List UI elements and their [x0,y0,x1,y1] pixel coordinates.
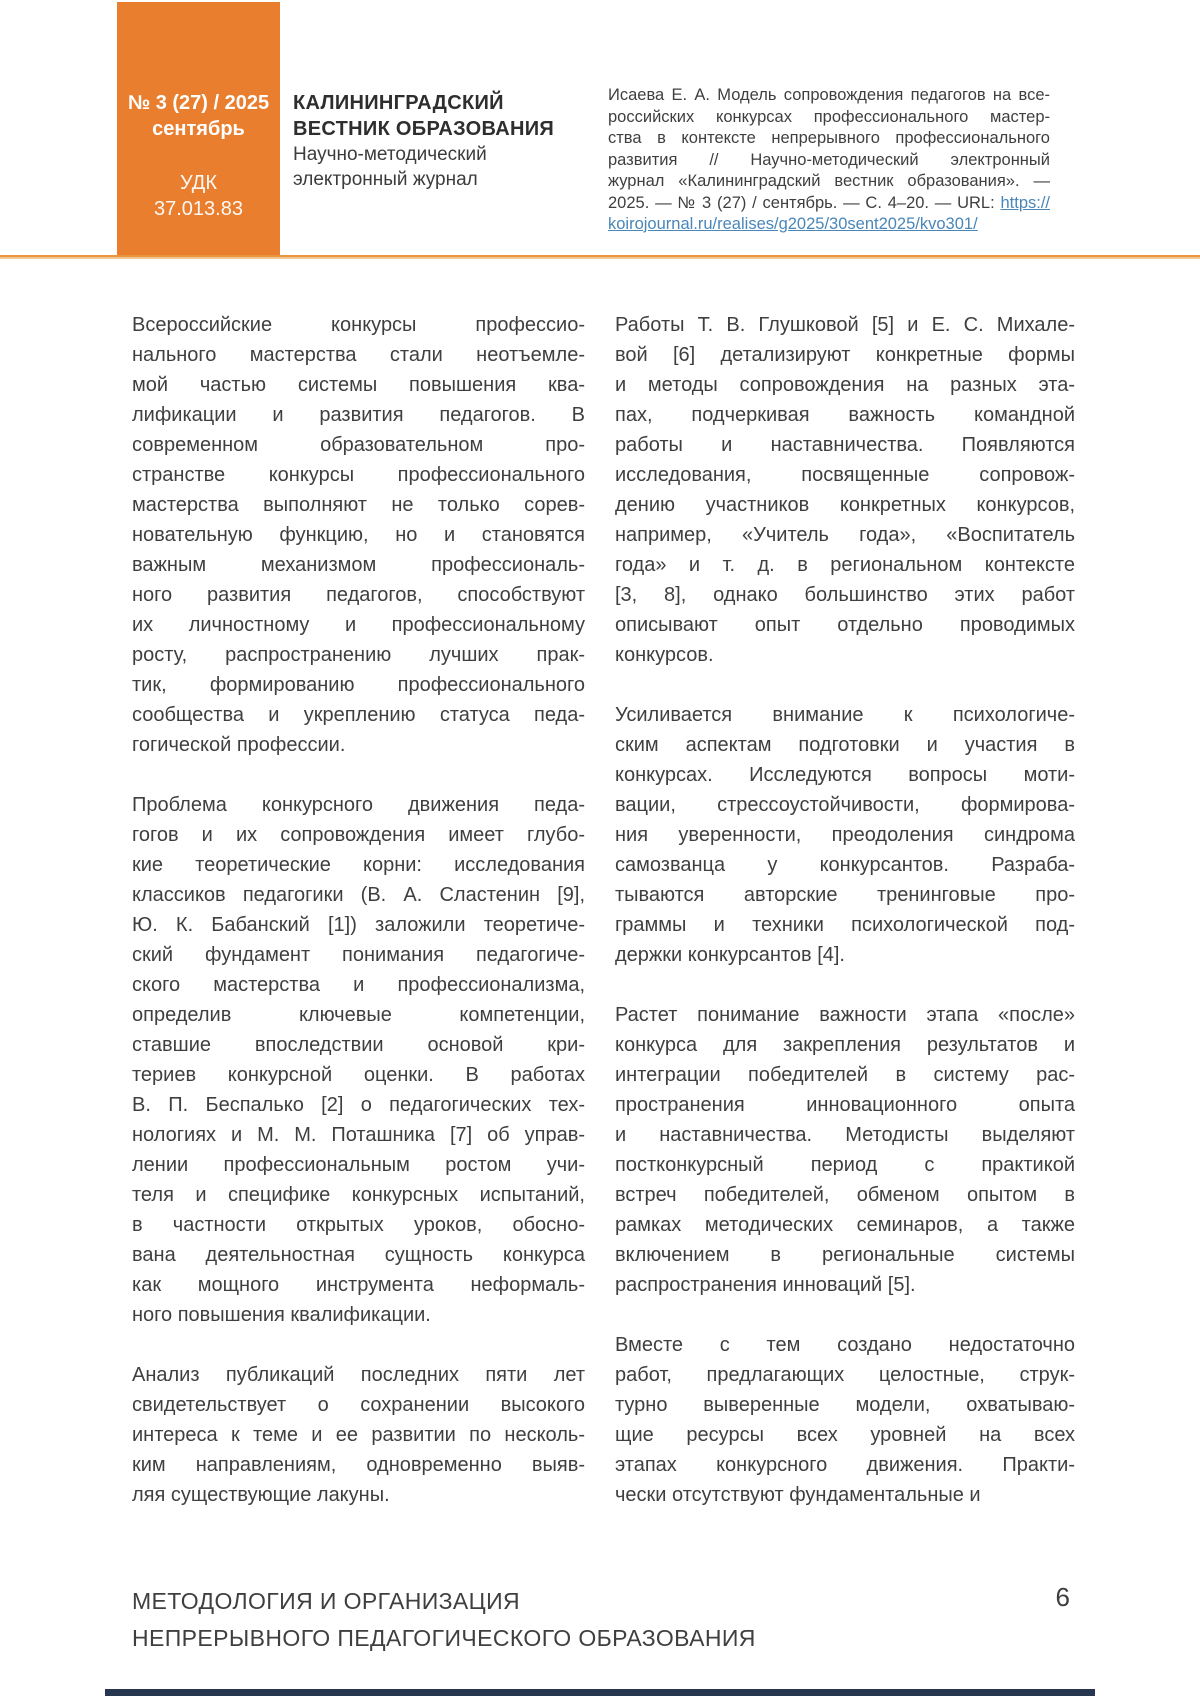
text-line: В. П. Беспалько [2] о педагогических тех- [132,1094,585,1116]
citation-line: 2025. — № 3 (27) / сентябрь. — С. 4–20. — URL: https:// [608,193,1050,212]
text-line: новательную функцию, но и становятся [132,524,585,546]
text-line: пространения инновационного опыта [615,1094,1075,1116]
text-line: [3, 8], однако большинство этих работ [615,584,1075,606]
text-line: работы и наставничества. Появляются [615,434,1075,456]
citation-line [608,214,1050,236]
text-line: ляя существующие лакуны. [132,1484,390,1506]
text-line: важным механизмом профессиональ- [132,554,585,576]
citation-line: развития // Научно-методический электронный [608,150,1050,169]
text-line: тик, формированию профессионального [132,674,585,696]
text-line: классиков педагогики (В. А. Сластенин [9], [132,884,585,906]
citation-block [608,85,1050,236]
text-line: Вместе с тем создано недостаточно [615,1334,1075,1356]
issue-box [117,2,280,255]
text-line: этапах конкурсного движения. Практи- [615,1454,1075,1476]
text-line: пах, подчеркивая важность командной [615,404,1075,426]
page-number: 6 [1055,1582,1070,1612]
header-divider-rule [0,255,1200,257]
text-line: гогической профессии. [132,734,346,756]
citation-line: журнал «Калининградский вестник образования». — [608,172,1050,190]
text-line: и наставничества. Методисты выделяют [615,1124,1075,1146]
text-line: ским аспектам подготовки и участия в [615,734,1075,756]
text-line: Работы Т. В. Глушковой [5] и Е. С. Михале- [615,314,1075,336]
text-line: росту, распространению лучших прак- [132,644,585,666]
text-line: Ю. К. Бабанский [1]) заложили теоретиче- [132,914,585,936]
text-line: конкурсах. Исследуются вопросы моти- [615,764,1075,786]
text-line: Анализ публикаций последних пяти лет [132,1364,585,1386]
text-line: рамках методических семинаров, а также [615,1214,1075,1236]
text-line: определив ключевые компетенции, [132,1004,585,1026]
text-line: постконкурсный период с практикой [615,1154,1075,1176]
text-line: ский фундамент понимания педагогиче- [132,944,585,966]
text-line: конкурсов. [615,644,714,666]
text-line: ким направлениям, одновременно выяв- [132,1454,585,1476]
text-line: ного повышения квалификации. [132,1304,431,1326]
footer-rule [105,1689,1095,1696]
text-line: описывают опыт отдельно проводимых [615,614,1075,636]
text-line: Всероссийские конкурсы профессио- [132,314,585,336]
text-line: чески отсутствуют фундаментальные и [615,1484,981,1506]
paragraph [132,1360,585,1510]
text-line: и методы сопровождения на разных эта- [615,374,1075,396]
text-line: тываются авторские тренинговые про- [615,884,1075,906]
footer-section-title [132,1583,756,1657]
text-line: лификации и развития педагогов. В [132,404,585,426]
text-line: работ, предлагающих целостные, струк- [615,1364,1075,1386]
text-line: мой частью системы повышения ква- [132,374,585,396]
issue-month: сентябрь [152,118,245,140]
paragraph [615,700,1075,970]
issue-number: № 3 (27) / 2025 [127,92,270,114]
citation-line: ства в контексте непрерывного профессионального [608,129,1050,147]
article-right-column [615,310,1075,1540]
journal-title-line2: ВЕСТНИК ОБРАЗОВАНИЯ [293,118,555,140]
journal-masthead [293,90,554,192]
footer-section-line2: НЕПРЕРЫВНОГО ПЕДАГОГИЧЕСКОГО ОБРАЗОВАНИЯ [132,1625,756,1651]
text-line: в частности открытых уроков, обосно- [132,1214,585,1236]
article-left-column [132,310,585,1540]
paragraph [615,310,1075,670]
paragraph [132,310,585,760]
text-line: щие ресурсы всех уровней на всех [615,1424,1075,1446]
journal-title-line1: КАЛИНИНГРАДСКИЙ [293,92,504,114]
text-line: ского мастерства и профессионализма, [132,974,585,996]
citation-line: Исаева Е. А. Модель сопровождения педагогов на все- [608,86,1050,104]
text-line: гогов и их сопровождения имеет глубо- [132,824,585,846]
paragraph [615,1000,1075,1300]
text-line: теля и специфике конкурсных испытаний, [132,1184,585,1206]
text-line: интеграции победителей в систему рас- [615,1064,1075,1086]
text-line: ного развития педагогов, способствуют [132,584,585,606]
text-line: свидетельствует о сохранении высокого [132,1394,585,1416]
text-line: года» и т. д. в региональном контексте [615,554,1075,576]
footer-section-line1: МЕТОДОЛОГИЯ И ОРГАНИЗАЦИЯ [132,1588,521,1614]
text-line: самозванца у конкурсантов. Разраба- [615,854,1075,876]
text-line: например, «Учитель года», «Воспитатель [615,524,1075,546]
journal-subtitle-line1: Научно-методический [293,144,487,165]
text-line: встреч победителей, обменом опытом в [615,1184,1075,1206]
text-line: лении профессиональным ростом учи- [132,1154,585,1176]
text-line: териев конкурсной оценки. В работах [132,1064,585,1086]
text-line: вана деятельностная сущность конкурса [132,1244,585,1266]
citation-line: российских конкурсах профессионального мастер- [608,107,1050,126]
citation-url-link[interactable]: koirojournal.ru/realises/g2025/30sent2025/kvo301/ [608,215,978,233]
text-line: распространения инноваций [5]. [615,1274,916,1296]
citation-url-link[interactable]: https:// [1000,193,1050,212]
text-line: включением в региональные системы [615,1244,1075,1266]
journal-subtitle-line2: электронный журнал [293,169,478,190]
text-line: Усиливается внимание к психологиче- [615,704,1075,726]
text-line: как мощного инструмента неформаль- [132,1274,585,1296]
udk-number: 37.013.83 [154,198,243,220]
text-line: турно выверенные модели, охватываю- [615,1394,1075,1416]
text-line: Проблема конкурсного движения педа- [132,794,585,816]
text-line: интереса к теме и ее развитии по несколь- [132,1424,585,1446]
text-line: исследования, посвященные сопровож- [615,464,1075,486]
text-line: современном образовательном про- [132,434,585,456]
text-line: кие теоретические корни: исследования [132,854,585,876]
text-line: граммы и техники психологической под- [615,914,1075,936]
text-line: мастерства выполняют не только сорев- [132,494,585,516]
text-line: странстве конкурсы профессионального [132,464,585,486]
paragraph [132,790,585,1330]
text-line: дению участников конкретных конкурсов, [615,494,1075,516]
text-line: Растет понимание важности этапа «после» [615,1004,1075,1026]
text-line: нального мастерства стали неотъемле- [132,344,585,366]
text-line: их личностному и профессиональному [132,614,585,636]
text-line: ставшие впоследствии основой кри- [132,1034,585,1056]
text-line: вой [6] детализируют конкретные формы [615,344,1075,366]
udk-label: УДК [179,172,217,194]
text-line: нологиях и М. М. Поташника [7] об управ- [132,1124,585,1146]
text-line: сообщества и укреплению статуса педа- [132,704,585,726]
text-line: вации, стрессоустойчивости, формирова- [615,794,1075,816]
text-line: держки конкурсантов [4]. [615,944,845,966]
text-line: ния уверенности, преодоления синдрома [615,824,1075,846]
paragraph [615,1330,1075,1510]
text-line: конкурса для закрепления результатов и [615,1034,1075,1056]
